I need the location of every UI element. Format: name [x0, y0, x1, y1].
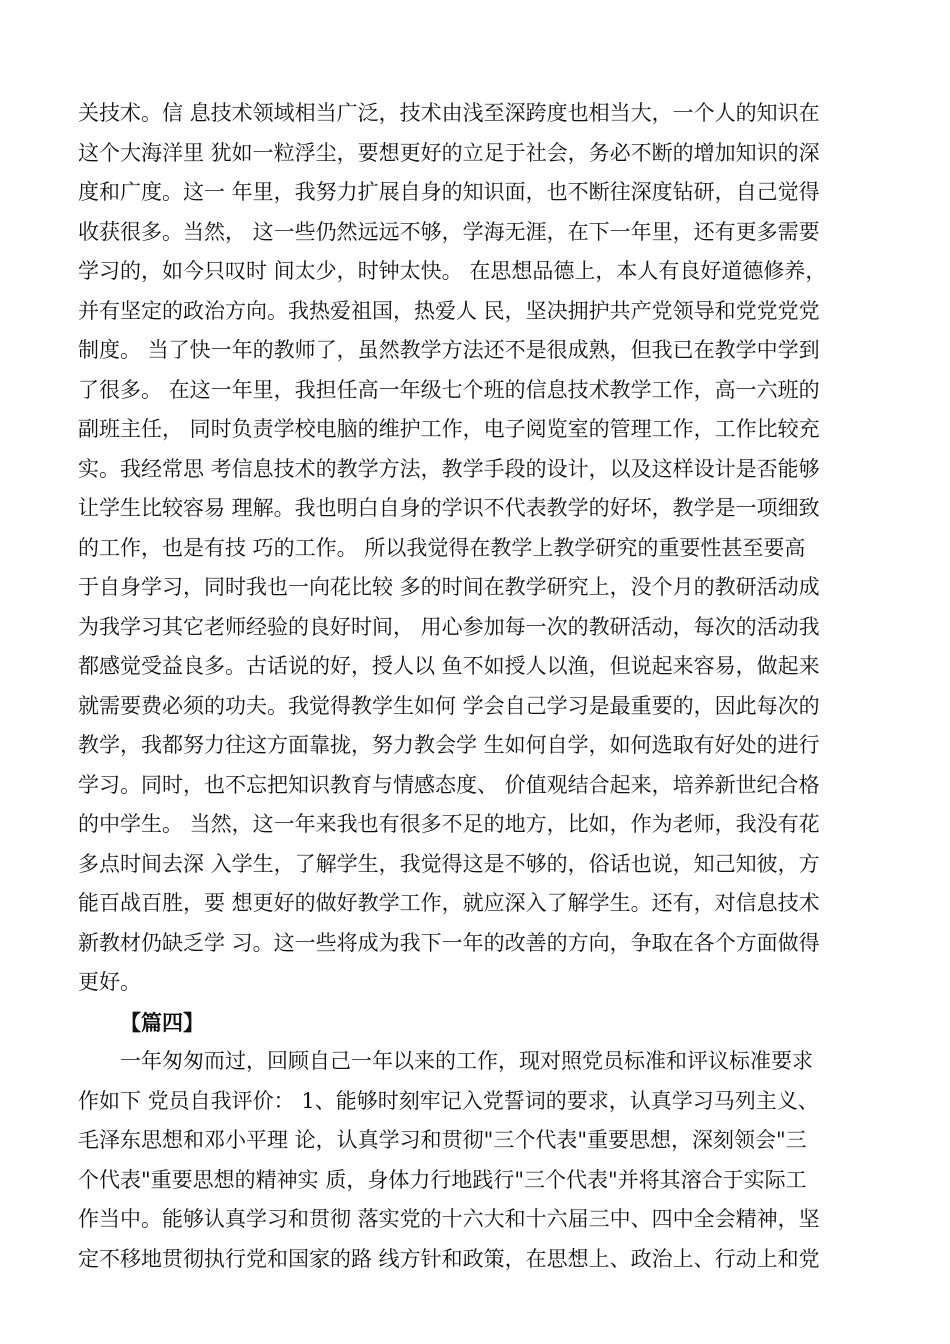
paragraph-line: 教学，我都努力往这方面靠拢，努力教会学 生如何自学，如何选取有好处的进行: [78, 733, 820, 757]
paragraph-line: 这个大海洋里 犹如一粒浮尘，要想更好的立足于社会，务必不断的增加知识的深: [78, 140, 820, 165]
paragraph-line: 学习。同时，也不忘把知识教育与情感态度、 价值观结合起来，培养新世纪合格: [78, 772, 820, 797]
paragraph-line: 毛泽东思想和邓小平理 论，认真学习和贯彻"三个代表"重要思想，深刻领会"三: [78, 1128, 807, 1152]
paragraph-line: 制度。 当了快一年的教师了，虽然教学方法还不是很成熟，但我已在教学中学到: [78, 338, 820, 362]
paragraph-line: 新教材仍缺乏学 习。这一些将成为我下一年的改善的方向，争取在各个方面做得: [78, 930, 820, 955]
paragraph-line: 副班主任， 同时负责学校电脑的维护工作，电子阅览室的管理工作，工作比较充: [78, 417, 820, 441]
paragraph-line: 作当中。能够认真学习和贯彻 落实党的十六大和十六届三中、四中全会精神，坚: [78, 1207, 820, 1231]
paragraph-line: 的中学生。 当然，这一年来我也有很多不足的地方，比如，作为老师，我没有花: [78, 812, 820, 836]
paragraph-line: 度和广度。这一 年里，我努力扩展自身的知识面，也不断往深度钻研，自己觉得: [78, 180, 820, 204]
paragraph-line: 定不移地贯彻执行党和国家的路 线方针和政策，在思想上、政治上、行动上和党: [78, 1246, 820, 1271]
section-heading: 【篇四】: [120, 1009, 204, 1035]
document-body: [78, 94, 878, 1279]
paragraph-line: 学习的，如今只叹时 间太少，时钟太快。 在思想品德上，本人有良好道德修养，: [78, 259, 827, 283]
paragraph-line: 都感觉受益良多。古话说的好，授人以 鱼不如授人以渔，但说起来容易，做起来: [78, 654, 820, 678]
paragraph-line: 为我学习其它老师经验的良好时间， 用心参加每一次的教研活动，每次的活动我: [78, 614, 820, 639]
paragraph-line: 关技术。信 息技术领域相当广泛，技术由浅至深跨度也相当大，一个人的知识在: [78, 101, 820, 125]
paragraph-line: 作如下 党员自我评价： 1、能够时刻牢记入党誓词的要求，认真学习马列主义、: [78, 1088, 819, 1113]
paragraph-line: 就需要费必须的功夫。我觉得教学生如何 学会自己学习是最重要的，因此每次的: [78, 693, 820, 718]
paragraph-line: 让学生比较容易 理解。我也明白自身的学识不代表教学的好坏，教学是一项细致: [78, 496, 820, 520]
paragraph-line: 实。我经常思 考信息技术的教学方法，教学手段的设计，以及这样设计是否能够: [78, 456, 820, 481]
paragraph-line: 多点时间去深 入学生，了解学生，我觉得这是不够的，俗话也说，知己知彼，方: [78, 851, 820, 876]
paragraph-line: 能百战百胜，要 想更好的做好教学工作，就应深入了解学生。还有，对信息技术: [78, 891, 820, 915]
paragraph-line: 并有坚定的政治方向。我热爱祖国，热爱人 民，坚决拥护共产党领导和党党党党: [78, 298, 820, 323]
paragraph-line: 了很多。 在这一年里，我担任高一年级七个班的信息技术教学工作，高一六班的: [78, 377, 820, 402]
paragraph-line: 收获很多。当然， 这一些仍然远远不够，学海无涯，在下一年里，还有更多需要: [78, 219, 820, 244]
paragraph-line: 于自身学习，同时我也一向花比较 多的时间在教学研究上，没个月的教研活动成: [78, 575, 820, 599]
paragraph-line: 的工作，也是有技 巧的工作。 所以我觉得在教学上教学研究的重要性甚至要高: [78, 535, 806, 560]
paragraph-line: 一年匆匆而过，回顾自己一年以来的工作，现对照党员标准和评议标准要求: [120, 1049, 813, 1073]
paragraph-line: 更好。: [78, 970, 141, 994]
paragraph-line: 个代表"重要思想的精神实 质，身体力行地践行"三个代表"并将其溶合于实际工: [78, 1167, 807, 1192]
